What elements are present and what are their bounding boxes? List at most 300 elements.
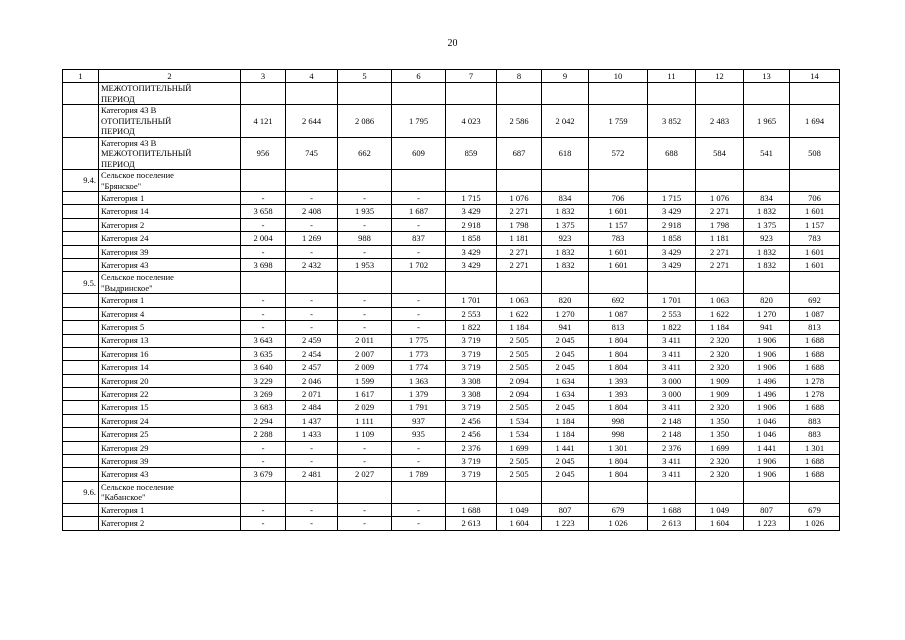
row-name-line: Категория 4 — [101, 308, 145, 319]
value-cell — [648, 170, 696, 192]
value-cell: 813 — [790, 321, 840, 334]
value-cell: 1 832 — [542, 245, 589, 258]
value-cell: 1 223 — [542, 517, 589, 530]
value-cell — [790, 170, 840, 192]
value-cell: 2 320 — [696, 361, 744, 374]
value-cell: 1 832 — [542, 258, 589, 271]
value-cell — [446, 83, 497, 105]
value-cell: 2 644 — [286, 105, 338, 138]
row-name-line: Категория 39 — [101, 455, 149, 466]
value-cell: 883 — [790, 414, 840, 427]
value-cell — [589, 272, 648, 294]
value-cell: 1 773 — [392, 347, 446, 360]
table-row — [63, 205, 840, 218]
value-cell: - — [392, 321, 446, 334]
value-cell: 1 496 — [744, 388, 790, 401]
value-cell: 2 046 — [286, 374, 338, 387]
row-name-cell — [99, 441, 241, 454]
value-cell: - — [338, 218, 392, 231]
value-cell: 2 320 — [696, 334, 744, 347]
value-cell: 1 953 — [338, 258, 392, 271]
value-cell: - — [338, 503, 392, 516]
value-cell: - — [286, 294, 338, 307]
value-cell: 3 429 — [648, 258, 696, 271]
value-cell: 1 269 — [286, 232, 338, 245]
row-index-cell — [63, 83, 99, 105]
value-cell — [286, 272, 338, 294]
value-cell: 1 909 — [696, 388, 744, 401]
header-cell: 2 — [99, 70, 241, 83]
value-cell: - — [338, 192, 392, 205]
value-cell: 1 909 — [696, 374, 744, 387]
value-cell: 2 007 — [338, 347, 392, 360]
value-cell: 2 288 — [241, 428, 286, 441]
row-name-cell — [99, 334, 241, 347]
value-cell: 1 601 — [790, 205, 840, 218]
value-cell: 3 852 — [648, 105, 696, 138]
value-cell: 3 719 — [446, 455, 497, 468]
value-cell — [241, 272, 286, 294]
row-index-cell — [63, 294, 99, 307]
value-cell: - — [392, 294, 446, 307]
value-cell: 820 — [542, 294, 589, 307]
value-cell: 1 601 — [589, 258, 648, 271]
value-cell: 1 604 — [497, 517, 542, 530]
value-cell: 923 — [542, 232, 589, 245]
table-row — [63, 388, 840, 401]
value-cell: 2 553 — [648, 307, 696, 320]
value-cell: 3 411 — [648, 361, 696, 374]
value-cell: 2 459 — [286, 334, 338, 347]
value-cell — [696, 83, 744, 105]
section-row — [63, 170, 840, 192]
value-cell: 2 045 — [542, 455, 589, 468]
value-cell: 1 393 — [589, 388, 648, 401]
value-cell: 1 534 — [497, 414, 542, 427]
value-cell: 935 — [392, 428, 446, 441]
value-cell: 1 350 — [696, 414, 744, 427]
value-cell: 1 791 — [392, 401, 446, 414]
value-cell: 1 832 — [744, 205, 790, 218]
row-name-line: Категория 24 — [101, 415, 149, 426]
value-cell: - — [241, 294, 286, 307]
row-name-line: Категория 16 — [101, 348, 149, 359]
header-cell: 3 — [241, 70, 286, 83]
value-cell — [589, 170, 648, 192]
value-cell: 956 — [241, 137, 286, 170]
value-cell: 2 045 — [542, 468, 589, 481]
value-cell: 1 184 — [542, 428, 589, 441]
value-cell: 1 687 — [392, 205, 446, 218]
value-cell — [542, 170, 589, 192]
value-cell: 3 429 — [446, 258, 497, 271]
value-cell: 1 111 — [338, 414, 392, 427]
value-cell: 1 617 — [338, 388, 392, 401]
value-cell: - — [286, 307, 338, 320]
value-cell: 687 — [497, 137, 542, 170]
value-cell — [790, 83, 840, 105]
value-cell: 1 804 — [589, 468, 648, 481]
row-name-line: Категория 1 — [101, 192, 145, 203]
value-cell: 2 320 — [696, 347, 744, 360]
row-name-cell — [99, 83, 241, 105]
value-cell: 1 157 — [790, 218, 840, 231]
row-index-cell — [63, 388, 99, 401]
value-cell: 3 635 — [241, 347, 286, 360]
value-cell: 2 271 — [696, 245, 744, 258]
row-name-cell — [99, 258, 241, 271]
row-index-cell: 9.6. — [63, 481, 99, 503]
table-row — [63, 258, 840, 271]
value-cell: 1 301 — [589, 441, 648, 454]
value-cell: 2 009 — [338, 361, 392, 374]
row-name-line: Категория 43 — [101, 469, 149, 480]
value-cell: 1 350 — [696, 428, 744, 441]
value-cell: 2 027 — [338, 468, 392, 481]
row-name-line: ПЕРИОД — [101, 93, 135, 104]
value-cell: 2 045 — [542, 334, 589, 347]
value-cell: 1 270 — [744, 307, 790, 320]
value-cell: 2 505 — [497, 401, 542, 414]
table-row — [63, 361, 840, 374]
value-cell: 706 — [790, 192, 840, 205]
value-cell: 1 076 — [497, 192, 542, 205]
value-cell: 1 599 — [338, 374, 392, 387]
value-cell — [446, 170, 497, 192]
row-name-cell — [99, 481, 241, 503]
table-row — [63, 192, 840, 205]
row-name-cell — [99, 401, 241, 414]
table-row — [63, 137, 840, 170]
value-cell: 2 320 — [696, 455, 744, 468]
value-cell — [542, 481, 589, 503]
value-cell: 2 481 — [286, 468, 338, 481]
value-cell: 1 688 — [790, 361, 840, 374]
value-cell: 2 918 — [446, 218, 497, 231]
value-cell: 1 798 — [696, 218, 744, 231]
header-cell: 9 — [542, 70, 589, 83]
value-cell: 1 906 — [744, 347, 790, 360]
value-cell: 783 — [589, 232, 648, 245]
row-name-line: Категория 22 — [101, 389, 149, 400]
value-cell: 4 023 — [446, 105, 497, 138]
value-cell: 1 804 — [589, 347, 648, 360]
row-name-line: Категория 43 — [101, 259, 149, 270]
row-index-cell — [63, 468, 99, 481]
value-cell: 2 271 — [497, 205, 542, 218]
value-cell: 1 804 — [589, 455, 648, 468]
value-cell: 508 — [790, 137, 840, 170]
value-cell: 1 109 — [338, 428, 392, 441]
header-cell: 11 — [648, 70, 696, 83]
row-name-line: Категория 1 — [101, 504, 145, 515]
value-cell: 834 — [744, 192, 790, 205]
header-cell: 7 — [446, 70, 497, 83]
value-cell: 1 699 — [497, 441, 542, 454]
value-cell: 2 505 — [497, 334, 542, 347]
value-cell: 923 — [744, 232, 790, 245]
header-cell: 12 — [696, 70, 744, 83]
value-cell: 3 411 — [648, 455, 696, 468]
value-cell: 1 804 — [589, 334, 648, 347]
value-cell: 1 363 — [392, 374, 446, 387]
value-cell: 3 429 — [648, 205, 696, 218]
value-cell: 820 — [744, 294, 790, 307]
value-cell: 1 759 — [589, 105, 648, 138]
value-cell: 2 484 — [286, 401, 338, 414]
value-cell: 1 375 — [542, 218, 589, 231]
value-cell — [648, 272, 696, 294]
value-cell: 1 087 — [790, 307, 840, 320]
row-index-cell — [63, 347, 99, 360]
value-cell: 1 393 — [589, 374, 648, 387]
row-name-cell — [99, 455, 241, 468]
value-cell: 834 — [542, 192, 589, 205]
value-cell: 2 456 — [446, 414, 497, 427]
row-name-line: Категория 14 — [101, 362, 149, 373]
value-cell: 1 278 — [790, 388, 840, 401]
row-name-cell — [99, 192, 241, 205]
row-index-cell — [63, 218, 99, 231]
value-cell: 1 688 — [790, 347, 840, 360]
header-cell: 13 — [744, 70, 790, 83]
value-cell: 2 045 — [542, 347, 589, 360]
value-cell: 2 454 — [286, 347, 338, 360]
value-cell — [696, 272, 744, 294]
value-cell — [392, 272, 446, 294]
value-cell: 1 026 — [790, 517, 840, 530]
value-cell: 2 045 — [542, 361, 589, 374]
value-cell — [744, 272, 790, 294]
table-row — [63, 347, 840, 360]
value-cell: 692 — [790, 294, 840, 307]
table-row — [63, 503, 840, 516]
row-name-cell — [99, 245, 241, 258]
value-cell: 883 — [790, 428, 840, 441]
value-cell: 2 408 — [286, 205, 338, 218]
value-cell — [589, 83, 648, 105]
row-name-line: Категория 13 — [101, 335, 149, 346]
row-name-line: Категория 15 — [101, 402, 149, 413]
value-cell: 1 063 — [696, 294, 744, 307]
value-cell — [696, 481, 744, 503]
value-cell — [286, 83, 338, 105]
value-cell: 1 965 — [744, 105, 790, 138]
value-cell — [790, 481, 840, 503]
row-index-cell — [63, 503, 99, 516]
value-cell: 1 789 — [392, 468, 446, 481]
header-cell: 5 — [338, 70, 392, 83]
value-cell: 1 184 — [696, 321, 744, 334]
row-name-line: Категория 2 — [101, 518, 145, 529]
value-cell — [392, 83, 446, 105]
value-cell — [338, 83, 392, 105]
value-cell — [338, 481, 392, 503]
value-cell — [497, 83, 542, 105]
value-cell: 1 701 — [446, 294, 497, 307]
row-name-line: Категория 14 — [101, 206, 149, 217]
value-cell: 1 181 — [696, 232, 744, 245]
value-cell: 1 181 — [497, 232, 542, 245]
header-row — [63, 70, 840, 83]
row-name-line: Категория 2 — [101, 219, 145, 230]
value-cell: 1 715 — [648, 192, 696, 205]
value-cell: 2 505 — [497, 347, 542, 360]
value-cell: 1 270 — [542, 307, 589, 320]
table-row — [63, 455, 840, 468]
row-name-cell — [99, 272, 241, 294]
value-cell: 609 — [392, 137, 446, 170]
value-cell: 3 719 — [446, 334, 497, 347]
value-cell: 679 — [589, 503, 648, 516]
value-cell: 2 376 — [446, 441, 497, 454]
row-index-cell — [63, 441, 99, 454]
value-cell: 1 437 — [286, 414, 338, 427]
value-cell: 4 121 — [241, 105, 286, 138]
value-cell: 584 — [696, 137, 744, 170]
value-cell — [446, 272, 497, 294]
value-cell: 1 441 — [744, 441, 790, 454]
row-name-line: "Брянское" — [101, 180, 142, 191]
value-cell: 1 049 — [497, 503, 542, 516]
value-cell: 3 411 — [648, 334, 696, 347]
row-name-cell — [99, 105, 241, 138]
header-cell: 8 — [497, 70, 542, 83]
value-cell: 2 320 — [696, 468, 744, 481]
row-index-cell — [63, 307, 99, 320]
value-cell: 3 719 — [446, 347, 497, 360]
row-name-line: Сельское поселение — [101, 170, 174, 180]
row-index-cell — [63, 205, 99, 218]
value-cell: 2 071 — [286, 388, 338, 401]
value-cell: 3 698 — [241, 258, 286, 271]
value-cell: 1 858 — [446, 232, 497, 245]
value-cell: 1 804 — [589, 361, 648, 374]
row-index-cell — [63, 361, 99, 374]
value-cell — [648, 83, 696, 105]
value-cell: - — [338, 245, 392, 258]
value-cell: 2 586 — [497, 105, 542, 138]
value-cell: 1 688 — [790, 468, 840, 481]
value-cell: 1 375 — [744, 218, 790, 231]
row-index-cell — [63, 245, 99, 258]
row-index-cell — [63, 334, 99, 347]
table-body — [63, 83, 840, 531]
value-cell: - — [392, 455, 446, 468]
value-cell: 2 271 — [497, 245, 542, 258]
value-cell: 2 613 — [648, 517, 696, 530]
value-cell — [338, 272, 392, 294]
value-cell: 1 634 — [542, 374, 589, 387]
value-cell: 937 — [392, 414, 446, 427]
value-cell: 618 — [542, 137, 589, 170]
value-cell: 859 — [446, 137, 497, 170]
value-cell: - — [338, 455, 392, 468]
row-index-cell — [63, 401, 99, 414]
section-row — [63, 272, 840, 294]
value-cell: 1 832 — [542, 205, 589, 218]
value-cell: 1 601 — [589, 205, 648, 218]
value-cell — [446, 481, 497, 503]
value-cell: 1 601 — [589, 245, 648, 258]
row-name-line: Сельское поселение — [101, 272, 174, 283]
row-name-line: Категория 20 — [101, 375, 149, 386]
value-cell: 2 271 — [696, 205, 744, 218]
value-cell: 941 — [542, 321, 589, 334]
value-cell: - — [286, 192, 338, 205]
value-cell: - — [286, 517, 338, 530]
header-cell: 4 — [286, 70, 338, 83]
value-cell: 2 042 — [542, 105, 589, 138]
value-cell — [241, 170, 286, 192]
value-cell: 3 640 — [241, 361, 286, 374]
value-cell: 1 688 — [790, 334, 840, 347]
value-cell: 1 774 — [392, 361, 446, 374]
value-cell — [696, 170, 744, 192]
value-cell: 679 — [790, 503, 840, 516]
row-name-line: Категория 43 В — [101, 137, 157, 148]
value-cell: 2 432 — [286, 258, 338, 271]
row-name-cell — [99, 388, 241, 401]
value-cell: 1 278 — [790, 374, 840, 387]
table-row — [63, 428, 840, 441]
value-cell: 1 699 — [696, 441, 744, 454]
row-index-cell — [63, 455, 99, 468]
value-cell: 2 483 — [696, 105, 744, 138]
value-cell: 1 634 — [542, 388, 589, 401]
value-cell — [241, 83, 286, 105]
value-cell: 783 — [790, 232, 840, 245]
value-cell: 1 622 — [497, 307, 542, 320]
value-cell: 1 157 — [589, 218, 648, 231]
value-cell: 3 229 — [241, 374, 286, 387]
row-name-line: Сельское поселение — [101, 481, 174, 492]
value-cell: 1 604 — [696, 517, 744, 530]
value-cell: 2 505 — [497, 455, 542, 468]
value-cell: 1 441 — [542, 441, 589, 454]
value-cell: 1 534 — [497, 428, 542, 441]
value-cell: 1 795 — [392, 105, 446, 138]
row-name-cell — [99, 428, 241, 441]
table-row — [63, 517, 840, 530]
value-cell: 688 — [648, 137, 696, 170]
value-cell: 3 411 — [648, 468, 696, 481]
value-cell: 1 701 — [648, 294, 696, 307]
value-cell: 1 906 — [744, 334, 790, 347]
value-cell: - — [392, 245, 446, 258]
value-cell: 1 223 — [744, 517, 790, 530]
table-row — [63, 307, 840, 320]
value-cell: 807 — [744, 503, 790, 516]
value-cell: 3 269 — [241, 388, 286, 401]
header-cell: 10 — [589, 70, 648, 83]
table-row — [63, 441, 840, 454]
value-cell: - — [241, 455, 286, 468]
value-cell: 1 688 — [648, 503, 696, 516]
value-cell: 837 — [392, 232, 446, 245]
value-cell: 1 775 — [392, 334, 446, 347]
value-cell: 2 294 — [241, 414, 286, 427]
value-cell: - — [286, 321, 338, 334]
value-cell: 1 601 — [790, 258, 840, 271]
row-name-cell — [99, 347, 241, 360]
value-cell: 3 429 — [446, 245, 497, 258]
value-cell: 2 148 — [648, 414, 696, 427]
value-cell — [542, 83, 589, 105]
row-name-line: ПЕРИОД — [101, 126, 135, 136]
value-cell: 941 — [744, 321, 790, 334]
value-cell — [648, 481, 696, 503]
